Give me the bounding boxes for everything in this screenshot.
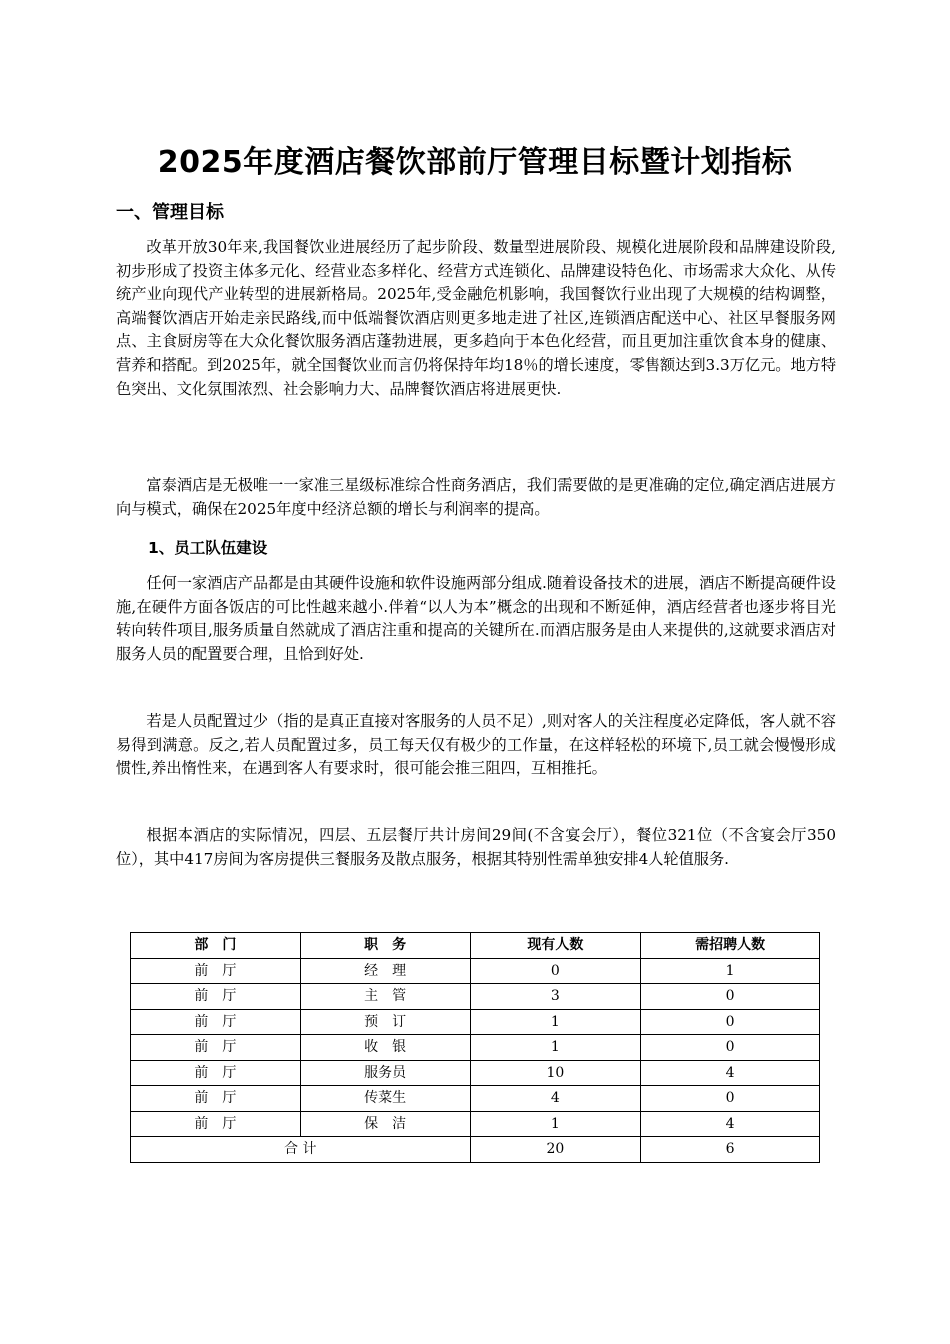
- cell-position: 主 管: [300, 984, 470, 1010]
- cell-needed: 4: [641, 1111, 820, 1137]
- header-current-count: 现有人数: [470, 933, 641, 959]
- cell-current: 1: [470, 1111, 641, 1137]
- cell-department: 前 厅: [131, 984, 301, 1010]
- cell-needed: 0: [641, 1035, 820, 1061]
- paragraph-staffing-balance: 若是人员配置过少（指的是真正直接对客服务的人员不足）,则对客人的关注程度必定降低，客人就不容易得到满意。反之,若人员配置过多，员工每天仅有极少的工作量，在这样轻松的环境下,员工就会慢慢形成惯性,养出惰性来，在遇到客人有要求时，很可能会推三阻四，互相推托。: [116, 712, 836, 778]
- header-department: 部 门: [131, 933, 301, 959]
- cell-total-needed: 6: [641, 1137, 820, 1163]
- staff-table: [130, 932, 820, 1163]
- cell-position: 预 订: [300, 1009, 470, 1035]
- cell-current: 1: [470, 1009, 641, 1035]
- cell-position: 收 银: [300, 1035, 470, 1061]
- cell-current: 1: [470, 1035, 641, 1061]
- cell-total-current: 20: [470, 1137, 641, 1163]
- cell-current: 10: [470, 1060, 641, 1086]
- cell-position: 传菜生: [300, 1086, 470, 1112]
- document-title: 2025年度酒店餐饮部前厅管理目标暨计划指标: [157, 145, 793, 180]
- cell-department: 前 厅: [131, 1009, 301, 1035]
- header-position: 职 务: [300, 933, 470, 959]
- paragraph-hardware-software: 任何一家酒店产品都是由其硬件设施和软件设施两部分组成.随着设备技术的进展，酒店不断提高硬件设施,在硬件方面各饭店的可比性越来越小.伴着“以人为本”概念的出现和不断延伸，酒店经营者也逐步将目光转向转件项目,服务质量自然就成了酒店注重和提高的关键所在.而酒店服务是由人来提供的,这就要求酒店对服务人员的配置要合理，且恰到好处.: [116, 574, 836, 663]
- paragraph-industry-overview: 改革开放30年来,我国餐饮业进展经历了起步阶段、数量型进展阶段、规模化进展阶段和品牌建设阶段,初步形成了投资主体多元化、经营业态多样化、经营方式连锁化、品牌建设特色化、市场需求大众化、从传统产业向现代产业转型的进展新格局。2025年,受金融危机影响，我国餐饮行业出现了大规模的结构调整，高端餐饮酒店开始走亲民路线,而中低端餐饮酒店则更多地走进了社区,连锁酒店配送中心、社区早餐服务网点、主食厨房等在大众化餐饮服务酒店蓬勃进展，更多趋向于本色化经营，而且更加注重饮食本身的健康、营养和搭配。到2025年，就全国餐饮业而言仍将保持年均18％的增长速度，零售额达到3.3万亿元。地方特色突出、文化氛围浓烈、社会影响力大、品牌餐饮酒店将进展更快.: [116, 238, 837, 398]
- paragraph-hotel-positioning: 富泰酒店是无极唯一一家准三星级标准综合性商务酒店，我们需要做的是更准确的定位,确定酒店进展方向与模式，确保在2025年度中经济总额的增长与利润率的提高。: [116, 476, 836, 518]
- header-recruit-count: 需招聘人数: [641, 933, 820, 959]
- table-row: [131, 958, 820, 984]
- cell-needed: 0: [641, 984, 820, 1010]
- table-header-row: [131, 933, 820, 959]
- table-row: [131, 1060, 820, 1086]
- paragraph-actual-situation: 根据本酒店的实际情况，四层、五层餐厅共计房间29间(不含宴会厅），餐位321位（不含宴会厅350位），其中417房间为客房提供三餐服务及散点服务，根据其特别性需单独安排4人轮值服务.: [116, 826, 836, 868]
- cell-needed: 0: [641, 1009, 820, 1035]
- cell-needed: 1: [641, 958, 820, 984]
- table-row: [131, 1035, 820, 1061]
- cell-department: 前 厅: [131, 1111, 301, 1137]
- cell-total-label: 合 计: [131, 1137, 471, 1163]
- cell-position: 服务员: [300, 1060, 470, 1086]
- table-total-row: [131, 1137, 820, 1163]
- section-heading-management-goals: 一、管理目标: [116, 202, 224, 223]
- cell-current: 4: [470, 1086, 641, 1112]
- cell-department: 前 厅: [131, 958, 301, 984]
- subsection-heading-staff-building: 1、员工队伍建设: [148, 539, 268, 557]
- cell-needed: 4: [641, 1060, 820, 1086]
- table-row: [131, 984, 820, 1010]
- cell-department: 前 厅: [131, 1060, 301, 1086]
- table-row: [131, 1111, 820, 1137]
- table-row: [131, 1086, 820, 1112]
- cell-position: 经 理: [300, 958, 470, 984]
- cell-department: 前 厅: [131, 1086, 301, 1112]
- table-row: [131, 1009, 820, 1035]
- cell-current: 0: [470, 958, 641, 984]
- cell-current: 3: [470, 984, 641, 1010]
- cell-position: 保 洁: [300, 1111, 470, 1137]
- cell-department: 前 厅: [131, 1035, 301, 1061]
- cell-needed: 0: [641, 1086, 820, 1112]
